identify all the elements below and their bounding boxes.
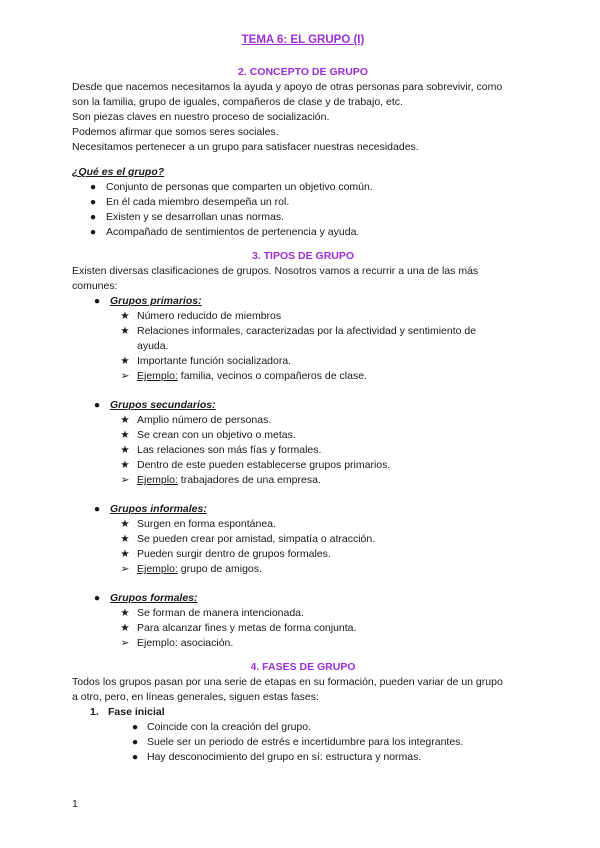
sub-item-text: Relaciones informales, caracterizadas por la afectividad y sentimiento de	[137, 325, 477, 337]
example-text: grupo de amigos.	[177, 563, 262, 575]
sub-item	[118, 443, 534, 458]
bullet-icon: ●	[89, 226, 97, 238]
list-item	[86, 195, 534, 210]
question-heading: ¿Qué es el grupo?	[72, 166, 165, 178]
sub-item	[118, 621, 534, 636]
paragraph-line: a otro, pero, en líneas generales, siguen estas fases:	[72, 691, 319, 703]
arrow-icon: ➢	[120, 370, 130, 382]
phase-name: Fase inicial	[108, 706, 165, 718]
example-label: Ejemplo:	[137, 474, 178, 486]
list-item	[86, 210, 534, 225]
spacer	[86, 577, 534, 591]
category-item-primarios	[86, 294, 534, 309]
star-icon: ★	[120, 533, 130, 545]
list-item	[86, 180, 534, 195]
category-item-secundarios	[86, 398, 534, 413]
category-title: Grupos formales:	[110, 592, 198, 604]
paragraph-line: Desde que nacemos necesitamos la ayuda y apoyo de otras personas para sobrevivir, como	[72, 81, 503, 93]
page-number: 1	[72, 798, 78, 810]
example-label: Ejemplo:	[137, 563, 178, 575]
sub-item-text: Importante función socializadora.	[137, 355, 292, 367]
star-icon: ★	[120, 548, 130, 560]
paragraph-line: son la familia, grupo de iguales, compañeros de clase y de trabajo, etc.	[72, 96, 403, 108]
example-text: Ejemplo: asociación.	[137, 637, 234, 649]
sub-item-text: Se crean con un objetivo o metas.	[137, 429, 296, 441]
category-item-informales	[86, 502, 534, 517]
list-item-text: En él cada miembro desempeña un rol.	[106, 196, 290, 208]
category-sublist	[86, 309, 534, 384]
spacer	[86, 488, 534, 502]
sub-item-text: Suele ser un periodo de estrés e incertidumbre para los integrantes.	[147, 736, 464, 748]
arrow-icon: ➢	[120, 637, 130, 649]
category-sublist	[86, 606, 534, 651]
sub-item-text: Se forman de manera intencionada.	[137, 607, 304, 619]
paragraph-line: comunes:	[72, 280, 118, 292]
bullet-icon: ●	[131, 751, 139, 763]
sub-item-text: Para alcanzar fines y metas de forma conjunta.	[137, 622, 357, 634]
sub-item-text: Pueden surgir dentro de grupos formales.	[137, 548, 331, 560]
sub-item-text: Se pueden crear por amistad, simpatía o atracción.	[137, 533, 376, 545]
sub-item	[128, 750, 534, 765]
bullet-icon: ●	[89, 211, 97, 223]
sub-item	[118, 606, 534, 621]
category-sublist-container	[86, 606, 534, 651]
category-sublist-container	[86, 309, 534, 384]
example-item	[118, 369, 534, 384]
paragraph-line: Todos los grupos pasan por una serie de etapas en su formación, pueden variar de un grupo	[72, 676, 503, 688]
bullet-icon: ●	[93, 592, 101, 604]
sub-item-text: Número reducido de miembros	[137, 310, 282, 322]
category-sublist-container	[86, 413, 534, 488]
paragraph-line: Son piezas claves en nuestro proceso de socialización.	[72, 111, 330, 123]
category-title: Grupos secundarios:	[110, 399, 216, 411]
example-label: Ejemplo:	[137, 370, 178, 382]
bullet-icon: ●	[93, 295, 101, 307]
paragraph-line: Podemos afirmar que somos seres sociales.	[72, 126, 279, 138]
bullet-icon: ●	[89, 181, 97, 193]
sub-item	[118, 309, 534, 324]
category-sublist	[86, 517, 534, 577]
list-item-text: Conjunto de personas que comparten un objetivo común.	[106, 181, 373, 193]
phase-number: 1.	[90, 706, 99, 718]
star-icon: ★	[120, 325, 130, 337]
document-page	[72, 34, 534, 765]
example-item	[118, 636, 534, 651]
star-icon: ★	[120, 429, 130, 441]
star-icon: ★	[120, 444, 130, 456]
example-text: familia, vecinos o compañeros de clase.	[177, 370, 367, 382]
example-item	[118, 562, 534, 577]
star-icon: ★	[120, 414, 130, 426]
section-heading-fases: 4. FASES DE GRUPO	[250, 661, 356, 673]
spacer	[86, 384, 534, 398]
sub-item-text: Hay desconocimiento del grupo en sí: estructura y normas.	[147, 751, 422, 763]
list-item-text: Existen y se desarrollan unas normas.	[106, 211, 285, 223]
sub-item	[128, 735, 534, 750]
star-icon: ★	[120, 355, 130, 367]
paragraph-line: Existen diversas clasificaciones de grupos. Nosotros vamos a recurrir a una de las más	[72, 265, 479, 277]
sub-item	[118, 354, 534, 369]
sub-item	[118, 428, 534, 443]
category-title: Grupos informales:	[110, 503, 207, 515]
sub-item-text: Surgen en forma espontánea.	[137, 518, 276, 530]
bullet-icon: ●	[131, 736, 139, 748]
category-sublist	[86, 413, 534, 488]
sub-item-text: Coincide con la creación del grupo.	[147, 721, 312, 733]
document-title: TEMA 6: EL GRUPO (I)	[241, 34, 365, 46]
bullet-icon: ●	[89, 196, 97, 208]
star-icon: ★	[120, 310, 130, 322]
bullet-icon: ●	[131, 721, 139, 733]
sub-item	[118, 517, 534, 532]
sub-item-text-cont: ayuda.	[137, 340, 169, 352]
section-heading-concepto: 2. CONCEPTO DE GRUPO	[238, 66, 368, 78]
section-heading-tipos: 3. TIPOS DE GRUPO	[251, 250, 355, 262]
group-types-list	[72, 294, 534, 651]
example-text: trabajadores de una empresa.	[177, 474, 321, 486]
star-icon: ★	[120, 622, 130, 634]
definition-list	[72, 180, 534, 240]
list-item-text: Acompañado de sentimientos de pertenencia y ayuda.	[106, 226, 360, 238]
bullet-icon: ●	[93, 503, 101, 515]
list-item	[86, 225, 534, 240]
phase-item	[90, 705, 534, 765]
star-icon: ★	[120, 607, 130, 619]
star-icon: ★	[120, 518, 130, 530]
sub-item	[128, 720, 534, 735]
category-title: Grupos primarios:	[110, 295, 202, 307]
arrow-icon: ➢	[120, 563, 130, 575]
sub-item-text: Dentro de este pueden establecerse grupos primarios.	[137, 459, 391, 471]
sub-item	[118, 413, 534, 428]
example-item	[118, 473, 534, 488]
category-item-formales	[86, 591, 534, 606]
sub-item	[118, 324, 534, 354]
star-icon: ★	[120, 459, 130, 471]
category-sublist-container	[86, 517, 534, 577]
phases-list	[72, 705, 534, 765]
sub-item	[118, 532, 534, 547]
sub-item	[118, 458, 534, 473]
sub-item-text: Amplio número de personas.	[137, 414, 272, 426]
arrow-icon: ➢	[120, 474, 130, 486]
phase-sublist	[108, 720, 534, 765]
bullet-icon: ●	[93, 399, 101, 411]
paragraph-line: Necesitamos pertenecer a un grupo para satisfacer nuestras necesidades.	[72, 141, 419, 153]
sub-item-text: Las relaciones son más fías y formales.	[137, 444, 322, 456]
sub-item	[118, 547, 534, 562]
